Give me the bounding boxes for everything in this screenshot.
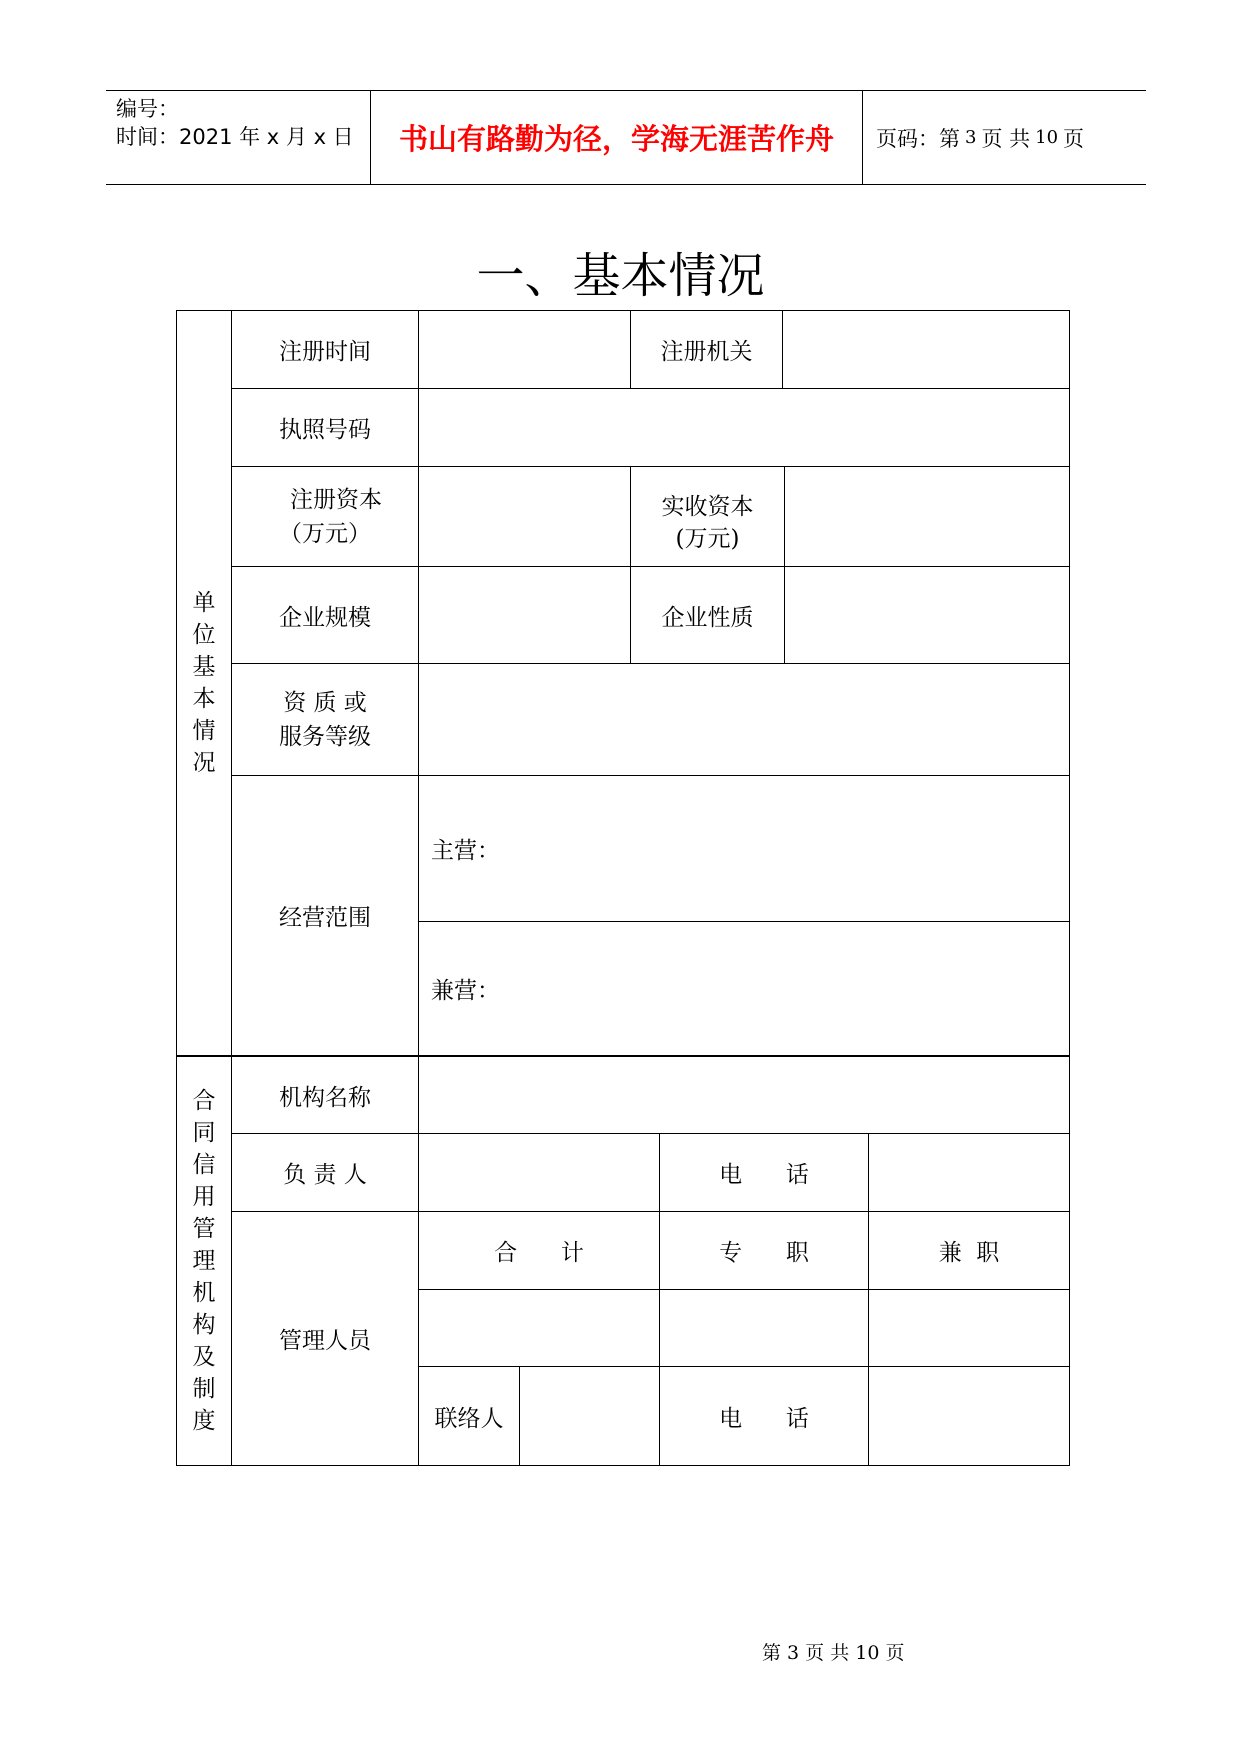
field-scale[interactable]	[418, 566, 631, 664]
section2-char: 管	[192, 1216, 216, 1242]
qualification-line1: 资 质 或	[283, 689, 367, 716]
label-phone-2: 电 话	[659, 1366, 869, 1466]
label-phone: 电 话	[659, 1133, 869, 1212]
section1-char: 况	[192, 750, 216, 776]
header-meta	[116, 95, 354, 151]
field-main-business[interactable]: 主营：	[418, 775, 1070, 922]
page-header	[106, 90, 1146, 185]
section-label-contract-credit	[176, 1055, 232, 1466]
page-total: 10	[1035, 127, 1059, 148]
section1-char: 单	[192, 590, 216, 616]
section1-char: 本	[192, 686, 216, 712]
field-phone-2[interactable]	[868, 1366, 1070, 1466]
page-mid: 页 共	[981, 126, 1031, 151]
section2-char: 及	[192, 1344, 216, 1370]
label-scale: 企业规模	[231, 566, 419, 664]
label-qualification	[231, 663, 419, 776]
field-total[interactable]	[418, 1289, 660, 1367]
label-license-no: 执照号码	[231, 388, 419, 467]
field-side-business[interactable]: 兼营：	[418, 921, 1070, 1056]
section2-char: 同	[192, 1120, 216, 1146]
label-reg-capital	[231, 466, 419, 567]
section2-char: 信	[192, 1152, 216, 1178]
header-motto: 书山有路勤为径，学海无涯苦作舟	[398, 122, 834, 156]
page-suffix: 页	[1063, 126, 1085, 151]
field-reg-authority[interactable]	[782, 310, 1070, 389]
section2-char: 机	[192, 1280, 216, 1306]
field-phone[interactable]	[868, 1133, 1070, 1212]
field-reg-time[interactable]	[418, 310, 631, 389]
header-total: 合 计	[418, 1211, 660, 1290]
section2-char: 制	[192, 1376, 216, 1402]
label-paid-capital	[630, 466, 785, 567]
section2-char: 构	[192, 1312, 216, 1338]
page-title: 一、基本情况	[476, 248, 765, 304]
reg-capital-line2: （万元）	[279, 520, 371, 547]
section1-char: 基	[192, 654, 216, 680]
label-contact: 联络人	[418, 1366, 520, 1466]
section-label-unit-info	[176, 310, 232, 1056]
page-footer: 第 3 页 共 10 页	[762, 1642, 905, 1664]
section2-char: 度	[192, 1408, 216, 1434]
label-person-in-charge: 负 责 人	[231, 1133, 419, 1212]
section1-char: 位	[192, 622, 216, 648]
field-paid-capital[interactable]	[784, 466, 1070, 567]
label-nature: 企业性质	[630, 566, 785, 664]
label-managers: 管理人员	[231, 1211, 419, 1466]
field-nature[interactable]	[784, 566, 1070, 664]
paid-capital-line2: (万元)	[675, 525, 740, 552]
field-license-no[interactable]	[418, 388, 1070, 467]
field-org-name[interactable]	[418, 1055, 1070, 1134]
field-qualification[interactable]	[418, 663, 1070, 776]
header-page-indicator	[876, 91, 1084, 184]
header-divider	[862, 91, 863, 184]
field-reg-capital[interactable]	[418, 466, 631, 567]
header-part-time: 兼 职	[868, 1211, 1070, 1290]
page-current: 3	[965, 127, 977, 148]
label-business-scope: 经营范围	[231, 775, 419, 1056]
header-full-time: 专 职	[659, 1211, 869, 1290]
section2-char: 合	[192, 1088, 216, 1114]
qualification-line2: 服务等级	[279, 723, 371, 750]
label-reg-time: 注册时间	[231, 310, 419, 389]
section2-char: 理	[192, 1248, 216, 1274]
paid-capital-line1: 实收资本	[661, 493, 754, 520]
section2-char: 用	[192, 1184, 216, 1210]
field-contact[interactable]	[519, 1366, 660, 1466]
field-full-time[interactable]	[659, 1289, 869, 1367]
field-part-time[interactable]	[868, 1289, 1070, 1367]
page-prefix: 页码：第	[876, 126, 960, 151]
field-person-in-charge[interactable]	[418, 1133, 660, 1212]
document-time: 时间：2021 年 x 月 x 日	[116, 125, 354, 149]
document-number-label: 编号：	[116, 97, 179, 121]
section1-char: 情	[192, 718, 216, 744]
label-org-name: 机构名称	[231, 1055, 419, 1134]
label-reg-authority: 注册机关	[630, 310, 783, 389]
reg-capital-line1: 注册资本	[290, 486, 382, 513]
